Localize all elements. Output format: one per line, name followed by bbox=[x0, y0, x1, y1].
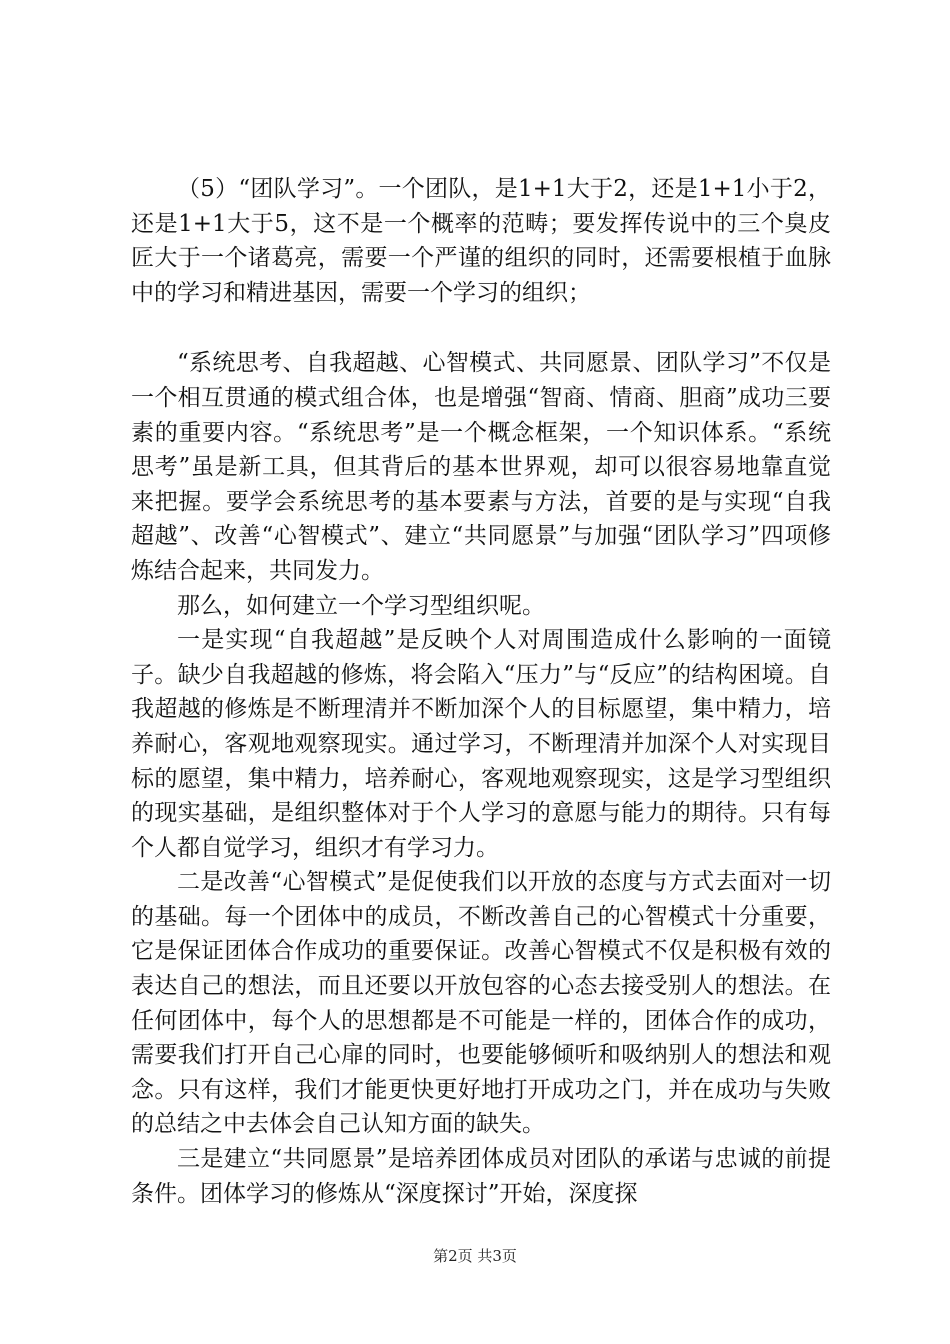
paragraph-shared-vision: 三是建立“共同愿景”是培养团体成员对团队的承诺与忠诚的前提条件。团体学习的修炼从“深度探讨”开始，深度探 bbox=[131, 1146, 831, 1207]
paragraph-self-transcendence: 一是实现“自我超越”是反映个人对周围造成什么影响的一面镜子。缺少自我超越的修炼，将会陷入“压力”与“反应”的结构困境。自我超越的修炼是不断理清并不断加深个人的目标愿望，集中精力，培养耐心，客观地观察现实。通过学习，不断理清并加深个人对实现目标的愿望，集中精力，培养耐心，客观地观察现实，这是学习型组织的现实基础，是组织整体对于个人学习的意愿与能力的期待。只有每个人都自觉学习，组织才有学习力。 bbox=[131, 627, 831, 861]
paragraph-question: 那么，如何建立一个学习型组织呢。 bbox=[177, 592, 545, 619]
paragraph-team-learning: （5）“团队学习”。一个团队，是1+1大于2，还是1+1小于2，还是1+1大于5，这不是一个概率的范畴；要发挥传说中的三个臭皮匠大于一个诸葛亮，需要一个严谨的组织的同时，还需要根植于血脉中的学习和精进基因，需要一个学习的组织； bbox=[131, 176, 831, 306]
paragraph-five-disciplines: “系统思考、自我超越、心智模式、共同愿景、团队学习”不仅是一个相互贯通的模式组合体，也是增强“智商、情商、胆商”成功三要素的重要内容。“系统思考”是一个概念框架，一个知识体系。“系统思考”虽是新工具，但其背后的基本世界观，却可以很容易地靠直觉来把握。要学会系统思考的基本要素与方法，首要的是与实现“自我超越”、改善“心智模式”、建立“共同愿景”与加强“团队学习”四项修炼结合起来，共同发力。 bbox=[131, 350, 831, 584]
paragraph-mental-models: 二是改善“心智模式”是促使我们以开放的态度与方式去面对一切的基础。每一个团体中的成员，不断改善自己的心智模式十分重要，它是保证团体合作成功的重要保证。改善心智模式不仅是积极有效的表达自己的想法，而且还要以开放包容的心态去接受别人的想法。在任何团体中，每个人的思想都是不可能是一样的，团体合作的成功，需要我们打开自己心扉的同时，也要能够倾听和吸纳别人的想法和观念。只有这样，我们才能更快更好地打开成功之门，并在成功与失败的总结之中去体会自己认知方面的缺失。 bbox=[131, 869, 831, 1138]
page-footer: 第2页 共3页 bbox=[433, 1247, 517, 1265]
document-body bbox=[131, 172, 831, 1211]
